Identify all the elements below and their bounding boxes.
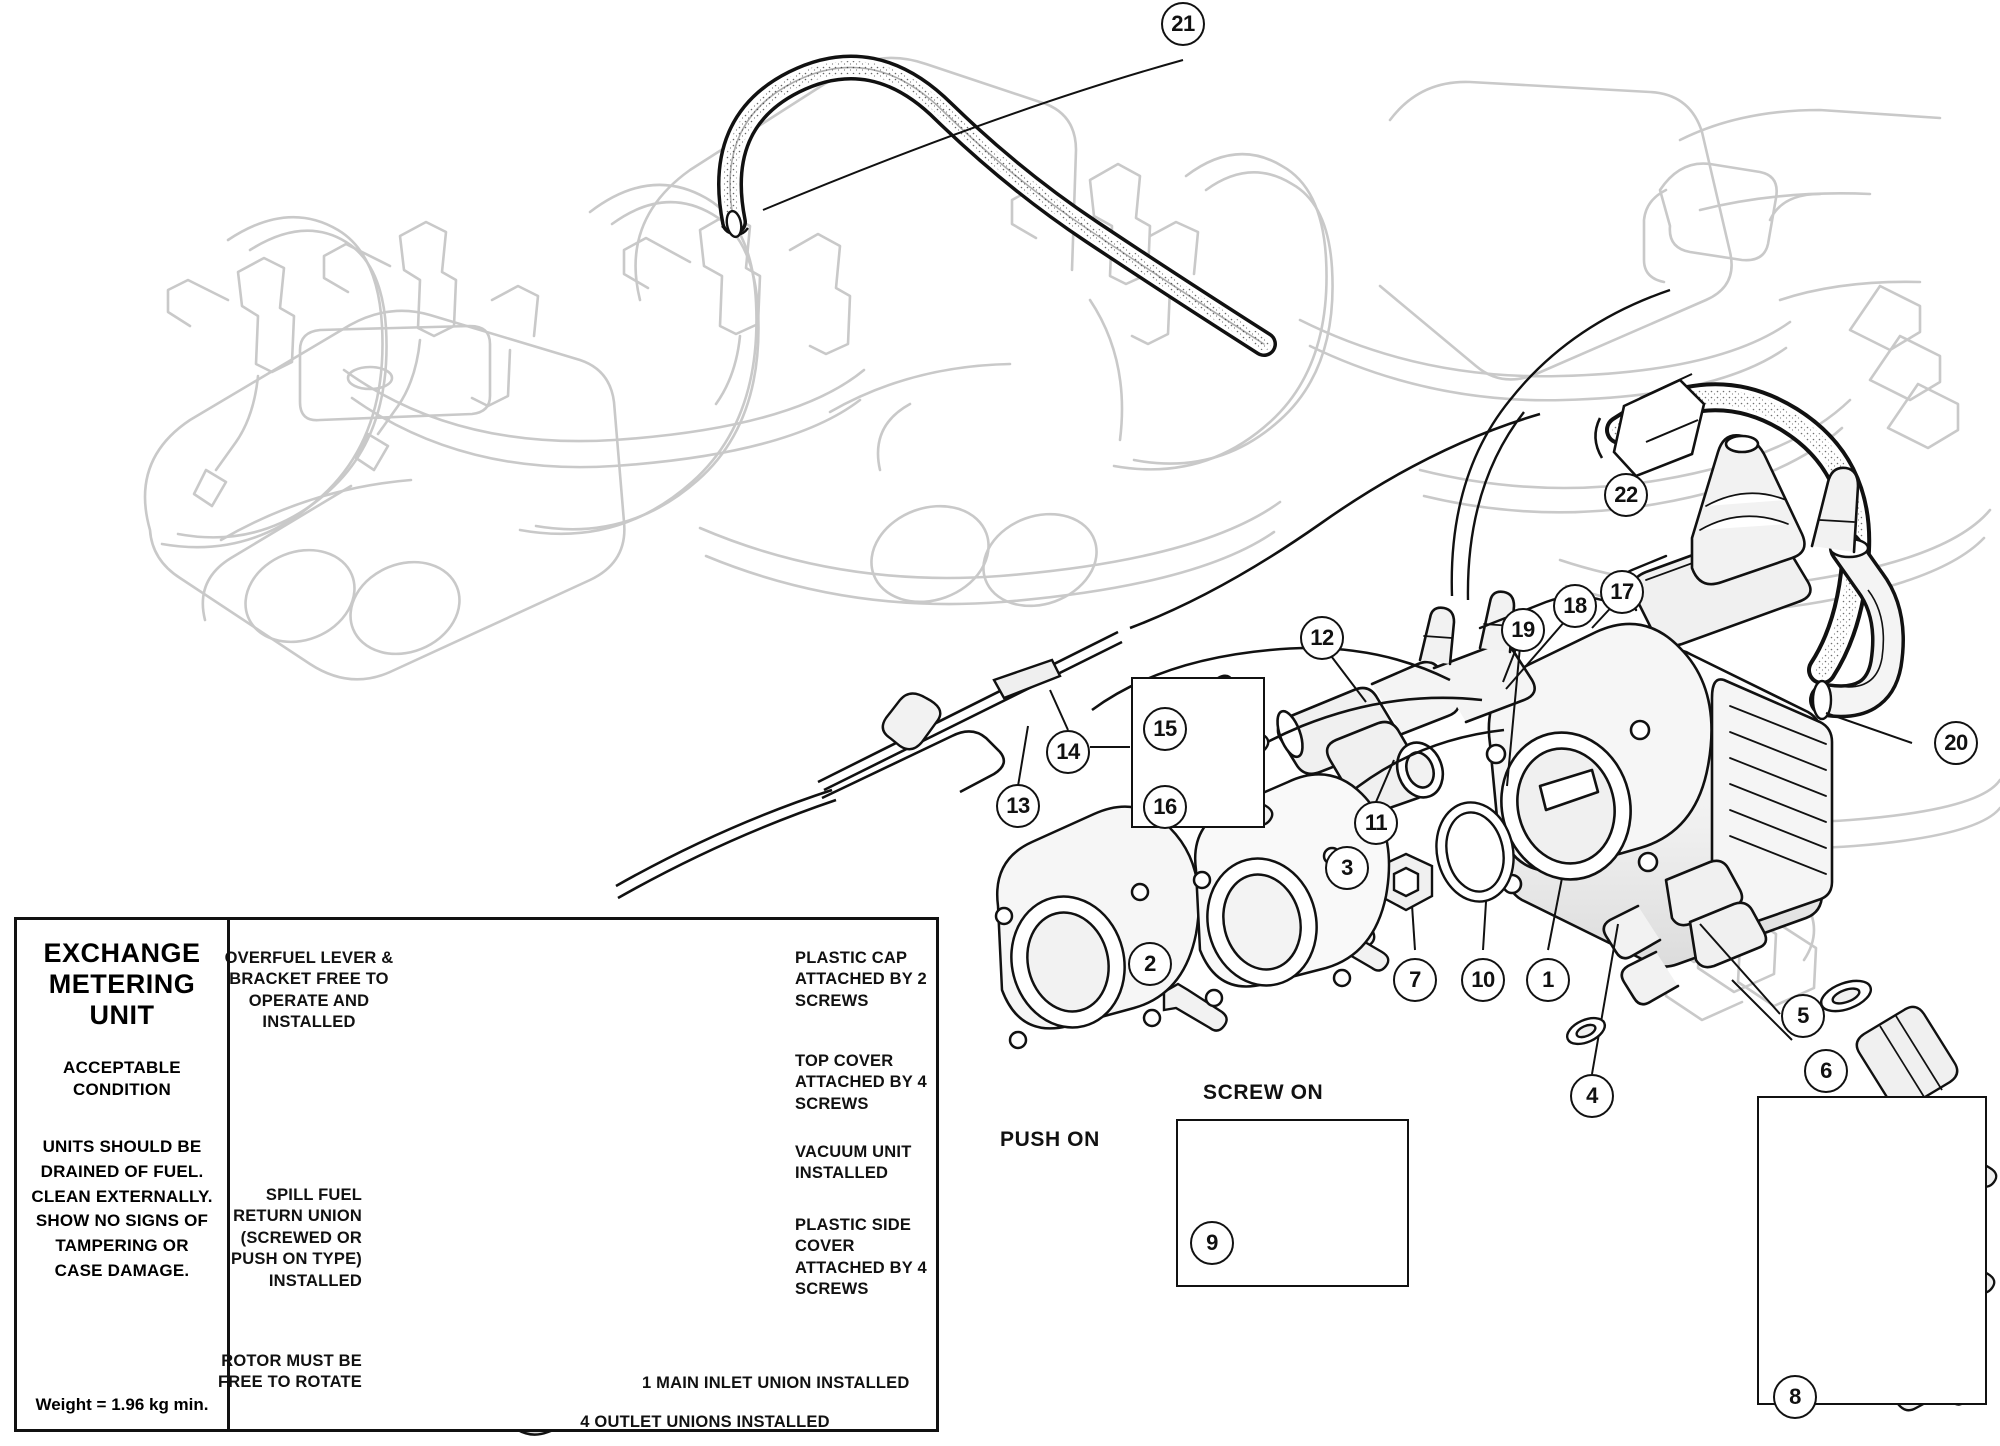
callout-8[interactable]: 8 [1773,1375,1817,1419]
callout-19[interactable]: 19 [1501,608,1545,652]
exchange-panel-weight: Weight = 1.96 kg min. [35,1395,209,1414]
exchange-label-vacuum-unit: VACUUM UNIT INSTALLED [795,1143,912,1183]
exchange-panel-text-column [17,920,230,1429]
callout-15[interactable]: 15 [1143,707,1187,751]
exchange-label-main-inlet-union: 1 MAIN INLET UNION INSTALLED [642,1374,910,1392]
callout-18[interactable]: 18 [1553,584,1597,628]
exchange-label-plastic-cap: PLASTIC CAP ATTACHED BY 2 SCREWS [795,949,927,1010]
caption-push-on: PUSH ON [1000,1128,1100,1151]
exchange-label-spill-fuel-return: SPILL FUEL RETURN UNION (SCREWED OR PUSH ON TYPE) INSTALLED [231,1186,362,1290]
callout-3[interactable]: 3 [1325,846,1369,890]
exchange-label-overfuel-lever: OVERFUEL LEVER & BRACKET FREE TO OPERATE AND INSTALLED [224,949,394,1032]
callout-4[interactable]: 4 [1570,1074,1614,1118]
exchange-label-rotor-free: ROTOR MUST BE FREE TO ROTATE [218,1352,362,1392]
caption-screw-on: SCREW ON [1203,1081,1324,1104]
callout-5[interactable]: 5 [1781,994,1825,1038]
exchange-label-outlet-unions: 4 OUTLET UNIONS INSTALLED [580,1413,830,1431]
exchange-label-top-cover: TOP COVER ATTACHED BY 4 SCREWS [795,1052,927,1113]
callout-17[interactable]: 17 [1600,570,1644,614]
callout-2[interactable]: 2 [1128,942,1172,986]
callout-6[interactable]: 6 [1804,1049,1848,1093]
callout-11[interactable]: 11 [1354,801,1398,845]
callout-14[interactable]: 14 [1046,730,1090,774]
box-8-union-set [1757,1096,1987,1405]
callout-7[interactable]: 7 [1393,958,1437,1002]
callout-16[interactable]: 16 [1143,785,1187,829]
exchange-panel-title: EXCHANGE METERING UNIT [43,938,201,1031]
callout-20[interactable]: 20 [1934,721,1978,765]
callout-13[interactable]: 13 [996,784,1040,828]
callout-10[interactable]: 10 [1461,958,1505,1002]
callout-12[interactable]: 12 [1300,616,1344,660]
callout-9[interactable]: 9 [1190,1221,1234,1265]
callout-21[interactable]: 21 [1161,2,1205,46]
callout-22[interactable]: 22 [1604,473,1648,517]
exchange-panel-subtitle: ACCEPTABLE CONDITION [63,1058,181,1100]
exchange-label-plastic-side-cover: PLASTIC SIDE COVER ATTACHED BY 4 SCREWS [795,1216,927,1299]
callout-1[interactable]: 1 [1526,958,1570,1002]
exchange-panel-body: UNITS SHOULD BE DRAINED OF FUEL. CLEAN EXTERNALLY. SHOW NO SIGNS OF TAMPERING OR CASE DAMAGE. [31,1137,213,1280]
